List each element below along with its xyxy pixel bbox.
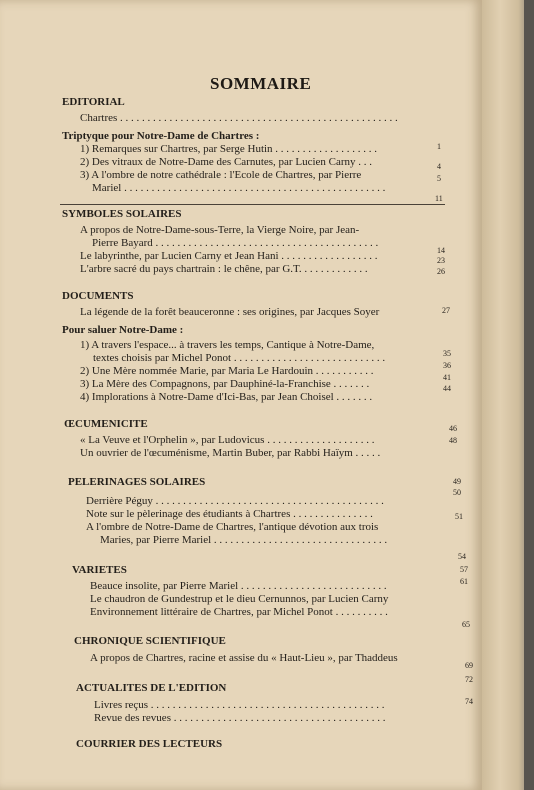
section-heading-actualites: ACTUALITES DE L'EDITION (76, 682, 227, 694)
section-heading-symboles: SYMBOLES SOLAIRES (62, 208, 182, 220)
toc-entry: 3) La Mère des Compagnons, par Dauphiné-la-Franchise . . . . . . . (80, 378, 370, 390)
toc-entry: 4) Implorations à Notre-Dame d'Ici-Bas, par Jean Choisel . . . . . . . (80, 391, 373, 403)
toc-entry: Pierre Bayard . . . . . . . . . . . . . . . . . . . . . . . . . . . . . . . . . . . . . . . . . (92, 237, 379, 249)
page-number: 72 (465, 675, 473, 684)
toc-entry: A propos de Notre-Dame-sous-Terre, la Vierge Noire, par Jean- (80, 224, 360, 236)
section-heading-triptyque: Triptyque pour Notre-Dame de Chartres : (62, 130, 260, 142)
section-heading-editorial: EDITORIAL (62, 96, 125, 108)
background-strip (524, 0, 534, 790)
section-heading-oecumenicite: ŒCUMENICITE (64, 418, 148, 430)
page-edge (482, 0, 534, 790)
page-number: 44 (443, 384, 451, 393)
page-number: 41 (443, 373, 451, 382)
page-number: 27 (442, 306, 450, 315)
toc-entry: Le chaudron de Gundestrup et le dieu Cernunnos, par Lucien Carny (90, 593, 389, 605)
toc-entry: 2) Une Mère nommée Marie, par Maria Le Hardouin . . . . . . . . . . . (80, 365, 374, 377)
toc-entry: 1) Remarques sur Chartres, par Serge Hutin . . . . . . . . . . . . . . . . . . . (80, 143, 378, 155)
page-number: 11 (435, 194, 443, 203)
toc-entry: textes choisis par Michel Ponot . . . . . . . . . . . . . . . . . . . . . . . . . . . . (93, 352, 386, 364)
page-number: 57 (460, 565, 468, 574)
section-heading-courrier: COURRIER DES LECTEURS (76, 738, 223, 750)
page-number: 14 (437, 246, 445, 255)
toc-entry: Maries, par Pierre Mariel . . . . . . . . . . . . . . . . . . . . . . . . . . . . . . . . (100, 534, 388, 546)
page-number: 46 (449, 424, 457, 433)
toc-entry: Le labyrinthe, par Lucien Carny et Jean Hani . . . . . . . . . . . . . . . . . . (80, 250, 378, 262)
divider (60, 204, 445, 205)
section-heading-varietes: VARIETES (72, 564, 127, 576)
page-number: 26 (437, 267, 445, 276)
section-heading-chronique: CHRONIQUE SCIENTIFIQUE (74, 635, 226, 647)
page-number: 36 (443, 361, 451, 370)
section-heading-pelerinages: PELERINAGES SOLAIRES (68, 476, 206, 488)
toc-entry: Mariel . . . . . . . . . . . . . . . . . . . . . . . . . . . . . . . . . . . . . . . . . . . . . . . . (92, 182, 386, 194)
toc-entry: 1) A travers l'espace... à travers les temps, Cantique à Notre-Dame, (80, 339, 375, 351)
page-number: 4 (437, 162, 441, 171)
toc-entry: A l'ombre de Notre-Dame de Chartres, l'antique dévotion aux trois (86, 521, 379, 533)
page-number: 49 (453, 477, 461, 486)
page-number: 23 (437, 256, 445, 265)
section-heading-documents: DOCUMENTS (62, 290, 134, 302)
page-number: 65 (462, 620, 470, 629)
toc-entry: Un ouvrier de l'œcuménisme, Martin Buber, par Rabbi Haïym . . . . . (80, 447, 381, 459)
toc-entry: Environnement littéraire de Chartres, par Michel Ponot . . . . . . . . . . (90, 606, 388, 618)
toc-entry: « La Veuve et l'Orphelin », par Ludovicus . . . . . . . . . . . . . . . . . . . . (80, 434, 375, 446)
section-heading-pour-saluer: Pour saluer Notre-Dame : (62, 324, 184, 336)
page-number: 61 (460, 577, 468, 586)
page-number: 48 (449, 436, 457, 445)
toc-entry: Revue des revues . . . . . . . . . . . . . . . . . . . . . . . . . . . . . . . . . . . . . . . (94, 712, 386, 724)
toc-entry: Note sur le pèlerinage des étudiants à Chartres . . . . . . . . . . . . . . . (86, 508, 373, 520)
page-number: 5 (437, 174, 441, 183)
toc-entry: Derrière Péguy . . . . . . . . . . . . . . . . . . . . . . . . . . . . . . . . . . . . . . . . . . (86, 495, 384, 507)
page-number: 1 (437, 142, 441, 151)
toc-entry: La légende de la forêt beauceronne : ses origines, par Jacques Soyer (80, 306, 380, 318)
page-number: 74 (465, 697, 473, 706)
toc-entry: L'arbre sacré du pays chartrain : le chêne, par G.T. . . . . . . . . . . . . (80, 263, 368, 275)
page-number: 69 (465, 661, 473, 670)
page-title: SOMMAIRE (210, 74, 312, 93)
page-number: 54 (458, 552, 466, 561)
toc-entry: 2) Des vitraux de Notre-Dame des Carnutes, par Lucien Carny . . . (80, 156, 373, 168)
toc-entry: Livres reçus . . . . . . . . . . . . . . . . . . . . . . . . . . . . . . . . . . . . . . . . . . . (94, 699, 385, 711)
page-number: 50 (453, 488, 461, 497)
toc-entry: Chartres . . . . . . . . . . . . . . . . . . . . . . . . . . . . . . . . . . . . . . . . . . . . . . . . . . . (80, 112, 398, 124)
toc-entry: A propos de Chartres, racine et assise du « Haut-Lieu », par Thaddeus (90, 652, 398, 664)
page-number: 35 (443, 349, 451, 358)
page-number: 51 (455, 512, 463, 521)
toc-entry: Beauce insolite, par Pierre Mariel . . . . . . . . . . . . . . . . . . . . . . . . . . . (90, 580, 387, 592)
toc-entry: 3) A l'ombre de notre cathédrale : l'Ecole de Chartres, par Pierre (80, 169, 362, 181)
